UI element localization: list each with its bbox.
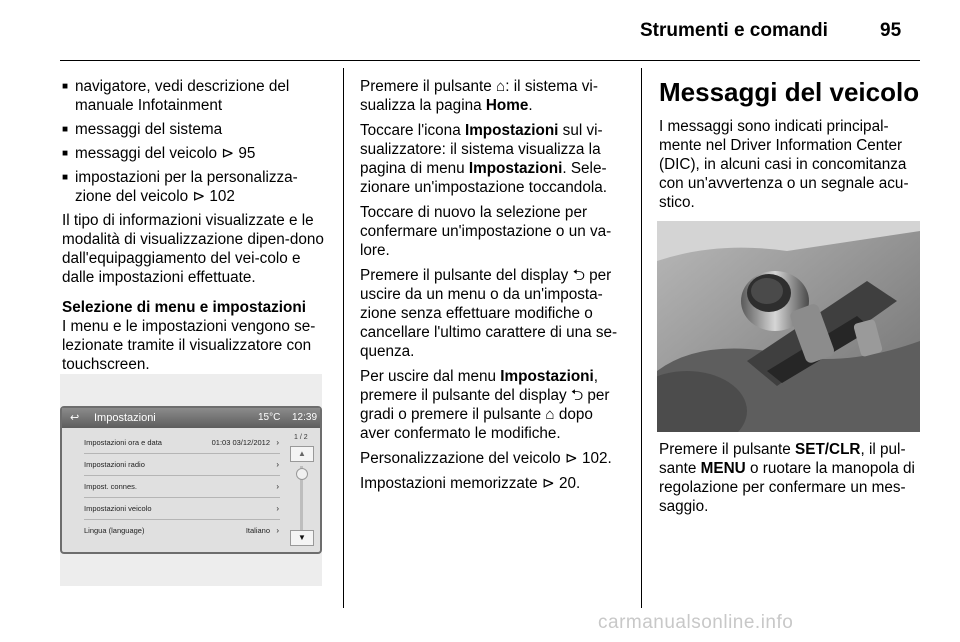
text: Per uscire dal menu — [360, 368, 501, 385]
page-header-title: Strumenti e comandi — [640, 20, 828, 41]
paragraph — [360, 367, 626, 443]
bold-term: MENU — [700, 460, 746, 477]
settings-row — [84, 498, 280, 520]
page-indicator: 1 / 2 — [294, 434, 308, 441]
settings-row — [84, 454, 280, 476]
row-label: Lingua (language) — [84, 526, 145, 535]
text: sul vi-sualizzatore: il sistema visualizza la pagina di menu — [360, 122, 603, 177]
chevron-right-icon: › — [276, 460, 279, 469]
settings-row — [84, 432, 280, 454]
settings-row — [84, 520, 280, 541]
row-label: Impostazioni ora e data — [84, 438, 162, 447]
scroll-thumb — [296, 468, 308, 480]
screen-title-bar — [62, 408, 320, 428]
watermark: carmanualsonline.info — [598, 612, 794, 633]
bold-term: SET/CLR — [795, 441, 861, 458]
chevron-right-icon: › — [276, 438, 279, 447]
bold-term: Impostazioni — [468, 160, 563, 177]
touchscreen-display — [60, 406, 322, 554]
paragraph: Toccare di nuovo la selezione per confermare un'impostazione o un va-lore. — [360, 204, 612, 259]
row-value: Italiano — [245, 526, 270, 535]
text: . — [528, 97, 533, 114]
paragraph: I menu e le impostazioni vengono se-lezionate tramite il visualizzatore con touchscreen. — [62, 318, 316, 373]
page-number: 95 — [880, 20, 902, 41]
paragraph: I messaggi sono indicati principal-mente nel Driver Information Center (DIC), in alcuni casi in concomitanza con un'avvertenza o un segnale acu-stico. — [659, 118, 909, 211]
header-rule — [60, 60, 920, 61]
paragraph — [360, 121, 626, 197]
text: , il pul-sante — [659, 441, 906, 477]
bullet-item: ■ messaggi del veicolo ⊳ 95 — [62, 144, 332, 163]
bullet-item: ■ navigatore, vedi descrizione del manuale Infotainment — [62, 77, 332, 115]
settings-screen-illustration — [60, 374, 322, 586]
back-icon: ↩ — [70, 412, 80, 424]
text: Toccare l'icona — [360, 122, 465, 139]
scroll-up-button: ▲ — [290, 446, 314, 462]
clock: 12:39 — [292, 412, 318, 423]
column-3 — [659, 77, 922, 218]
text: , premere il pulsante del display ⮌ per gradi o premere il pulsante ⌂ dopo aver confermato le modifiche. — [360, 368, 610, 442]
paragraph — [360, 77, 626, 115]
steering-column-stalk-photo — [657, 221, 920, 432]
column-2 — [360, 77, 626, 499]
row-value: 01:03 03/12/2012 — [211, 438, 270, 447]
bold-term: Impostazioni — [464, 122, 559, 139]
paragraph: Il tipo di informazioni visualizzate e le modalità di visualizzazione dipen-dono dall'equipaggiamento del vei-colo e dalle impostazioni effettuate. — [62, 212, 324, 286]
column-1 — [62, 77, 332, 380]
row-label: Impost. connes. — [84, 482, 137, 491]
text: . Sele-zionare un'impostazione toccandola. — [360, 160, 607, 196]
column-3-continued — [659, 440, 922, 522]
scroll-down-button: ▼ — [290, 530, 314, 546]
chevron-right-icon: › — [276, 504, 279, 513]
chevron-right-icon: › — [276, 526, 279, 535]
text: Premere il pulsante — [659, 441, 796, 458]
text: o ruotare la manopola di regolazione per confermare un mes-saggio. — [659, 460, 915, 515]
bold-term: Impostazioni — [500, 368, 594, 385]
bullet-item: ■ impostazioni per la personalizza-zione del veicolo ⊳ 102 — [62, 168, 332, 206]
text: Premere il pulsante ⌂: il sistema vi-sualizza la pagina — [360, 78, 598, 114]
temperature: 15°C — [258, 412, 281, 423]
column-divider-2 — [641, 68, 642, 608]
bold-term: Home — [485, 97, 529, 114]
paragraph — [659, 440, 922, 516]
screen-title: Impostazioni — [94, 412, 156, 424]
section-heading: Messaggi del veicolo — [659, 77, 920, 107]
settings-row — [84, 476, 280, 498]
section-subheading: Selezione di menu e impostazioni — [62, 299, 306, 316]
paragraph: Premere il pulsante del display ⮌ per uscire da un menu o da un'imposta-zione senza effettuare modifiche o cancellare l'ultimo carattere di una se-quenza. — [360, 267, 618, 360]
paragraph: Personalizzazione del veicolo ⊳ 102. — [360, 450, 612, 467]
row-label: Impostazioni veicolo — [84, 504, 152, 513]
bullet-item: ■ messaggi del sistema — [62, 120, 332, 139]
chevron-right-icon: › — [276, 482, 279, 491]
paragraph: Impostazioni memorizzate ⊳ 20. — [360, 475, 581, 492]
row-label: Impostazioni radio — [84, 460, 145, 469]
settings-list — [84, 432, 280, 541]
column-divider-1 — [343, 68, 344, 608]
